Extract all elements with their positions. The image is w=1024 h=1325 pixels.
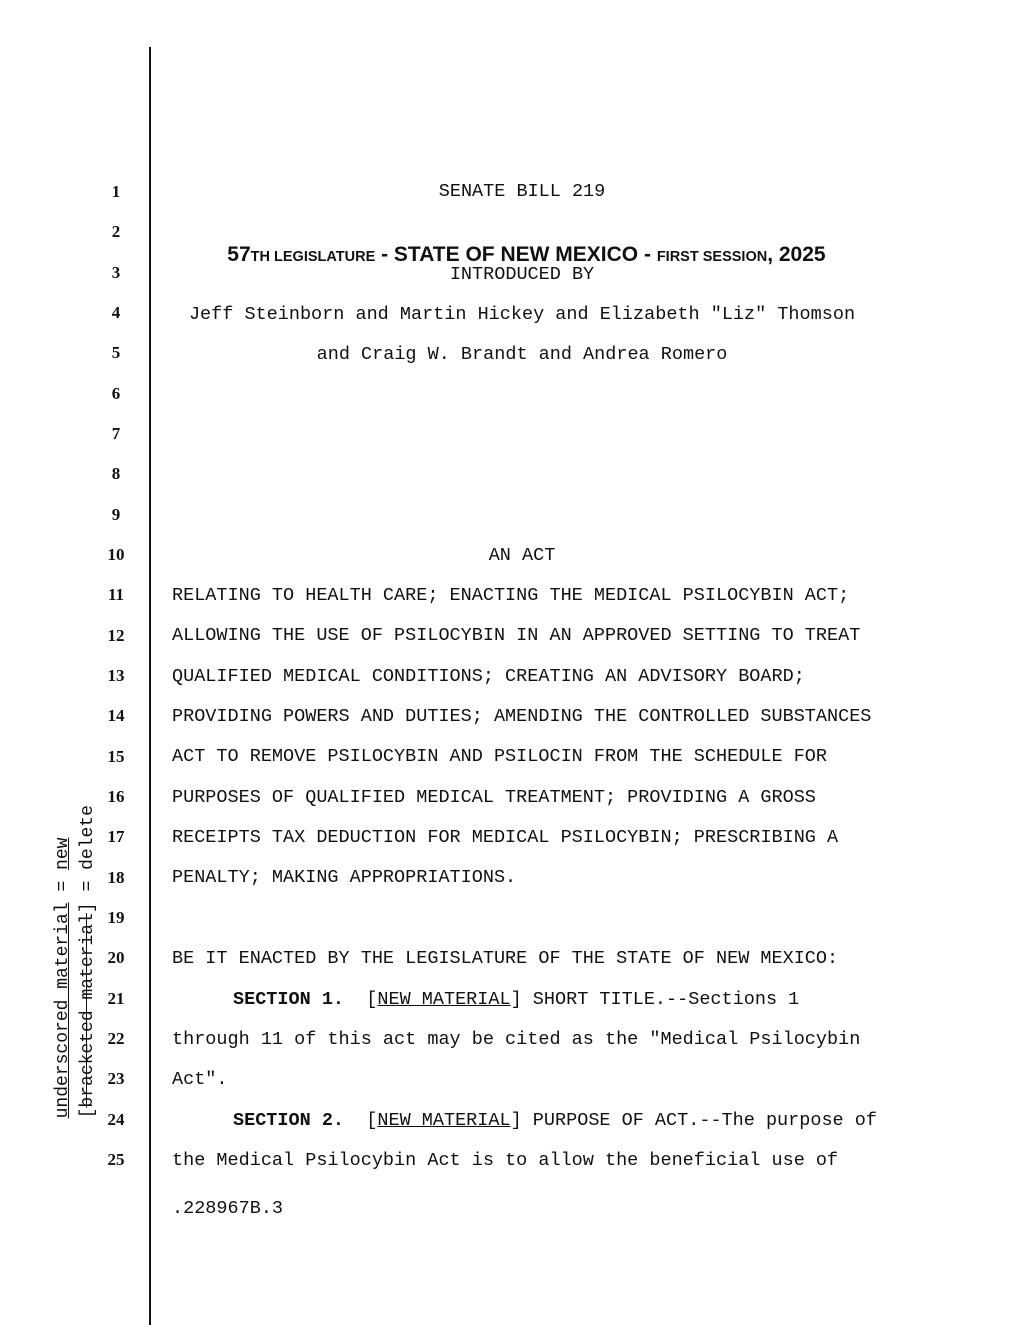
line-number: 16 xyxy=(107,787,125,806)
line-number: 22 xyxy=(107,1029,125,1048)
act-title-line: PURPOSES OF QUALIFIED MEDICAL TREATMENT; PROVIDING A GROSS xyxy=(172,787,816,808)
line-number: 19 xyxy=(107,908,125,927)
line-number: 25 xyxy=(107,1150,125,1169)
line-number: 5 xyxy=(111,343,121,362)
line-number: 18 xyxy=(107,868,125,887)
section-2-bracket-close: ] xyxy=(510,1110,522,1131)
legislature-th: TH LEGISLATURE xyxy=(250,249,376,265)
line-number: 3 xyxy=(111,263,121,282)
section-2-line-2: the Medical Psilocybin Act is to allow the beneficial use of xyxy=(172,1150,839,1171)
sponsors-line-1: Jeff Steinborn and Martin Hickey and Elizabeth "Liz" Thomson xyxy=(188,304,856,325)
line-number: 7 xyxy=(111,424,121,443)
legend-bracket-close: ] xyxy=(78,902,98,914)
section-1-heading xyxy=(233,989,799,1011)
section-2-new-material: NEW MATERIAL xyxy=(377,1110,511,1131)
legislature-number: 57 xyxy=(227,243,251,266)
section-2-label: SECTION 2. xyxy=(233,1110,345,1131)
act-title-line: RECEIPTS TAX DEDUCTION FOR MEDICAL PSILOCYBIN; PRESCRIBING A xyxy=(172,827,839,848)
legend-bracketed-text: bracketed material xyxy=(78,913,98,1108)
act-title-line: RELATING TO HEALTH CARE; ENACTING THE MEDICAL PSILOCYBIN ACT; xyxy=(172,585,850,606)
legislature-year: , 2025 xyxy=(767,243,826,266)
section-1-label: SECTION 1. xyxy=(233,989,345,1010)
line-number: 15 xyxy=(107,747,125,766)
line-number: 6 xyxy=(111,384,121,403)
section-2-heading xyxy=(233,1110,877,1132)
line-number: 23 xyxy=(107,1069,125,1088)
legislature-sep1: - xyxy=(375,243,394,266)
sponsors-line-2: and Craig W. Brandt and Andrea Romero xyxy=(316,344,728,365)
act-title-line: ACT TO REMOVE PSILOCYBIN AND PSILOCIN FROM THE SCHEDULE FOR xyxy=(172,746,828,767)
act-title-line: PROVIDING POWERS AND DUTIES; AMENDING THE CONTROLLED SUBSTANCES xyxy=(172,706,872,727)
line-number: 13 xyxy=(107,666,125,685)
section-2-text: PURPOSE OF ACT.--The purpose of xyxy=(521,1110,877,1131)
line-number: 9 xyxy=(111,505,121,524)
line-number: 17 xyxy=(107,827,125,846)
section-2-bracket-open: [ xyxy=(366,1110,378,1131)
legislature-sep2: - xyxy=(638,243,657,266)
document-id: .228967B.3 xyxy=(172,1198,284,1219)
line-number: 14 xyxy=(107,706,125,725)
section-1-bracket-open: [ xyxy=(366,989,378,1010)
section-1-new-material: NEW MATERIAL xyxy=(377,989,511,1010)
section-1-text: SHORT TITLE.--Sections 1 xyxy=(521,989,800,1010)
line-number: 11 xyxy=(107,585,125,604)
bill-title: SENATE BILL 219 xyxy=(438,181,606,202)
section-1-line-2: through 11 of this act may be cited as the "Medical Psilocybin xyxy=(172,1029,861,1050)
legend-equals-new: = xyxy=(53,869,73,903)
line-number: 8 xyxy=(111,464,121,483)
legislature-session: FIRST SESSION xyxy=(656,249,768,265)
legend-delete xyxy=(55,805,99,1140)
act-title-line: PENALTY; MAKING APPROPRIATIONS. xyxy=(172,867,517,888)
act-title-line: QUALIFIED MEDICAL CONDITIONS; CREATING AN ADVISORY BOARD; xyxy=(172,666,805,687)
margin-rule xyxy=(149,47,151,1325)
line-number: 1 xyxy=(111,182,121,201)
section-1-line-3: Act". xyxy=(172,1069,228,1090)
introduced-by: INTRODUCED BY xyxy=(449,264,595,285)
legislature-state: STATE OF NEW MEXICO xyxy=(393,243,639,266)
line-number: 2 xyxy=(111,222,121,241)
line-number: 21 xyxy=(107,989,125,1008)
line-number: 10 xyxy=(107,545,125,564)
line-number: 4 xyxy=(111,303,121,322)
legend-new-word: new xyxy=(53,837,73,870)
legend-bracket-open: [ xyxy=(78,1107,98,1119)
act-title-line: ALLOWING THE USE OF PSILOCYBIN IN AN APPROVED SETTING TO TREAT xyxy=(172,625,861,646)
line-number: 24 xyxy=(107,1110,125,1129)
enacting-clause: BE IT ENACTED BY THE LEGISLATURE OF THE STATE OF NEW MEXICO: xyxy=(172,948,839,969)
legend-underscored-text: underscored material xyxy=(53,902,73,1119)
section-1-bracket-close: ] xyxy=(510,989,522,1010)
line-number: 12 xyxy=(107,626,125,645)
act-heading: AN ACT xyxy=(488,545,556,566)
line-number: 20 xyxy=(107,948,125,967)
legend-equals-delete: = delete xyxy=(78,805,98,903)
legislature-line xyxy=(160,222,884,268)
